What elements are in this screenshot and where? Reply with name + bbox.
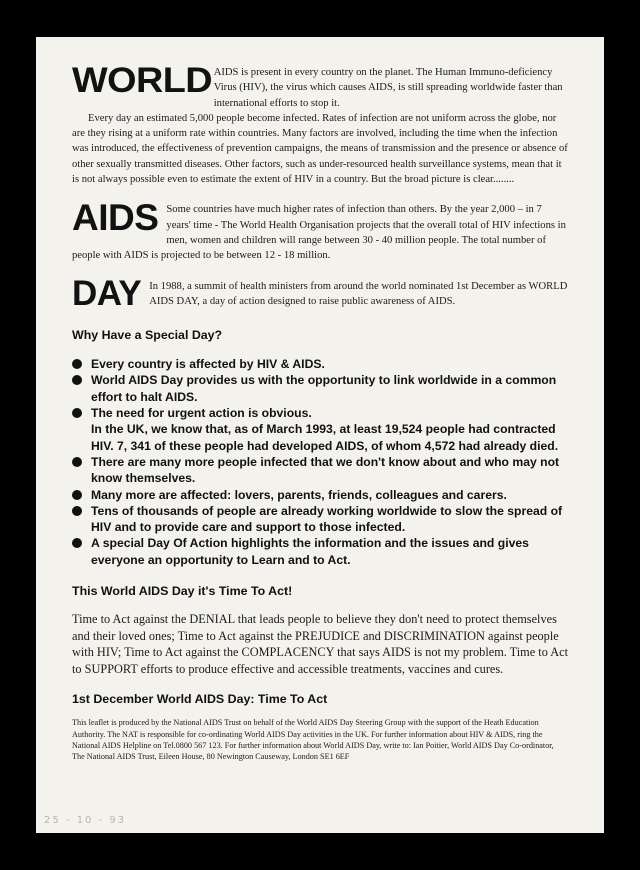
bullet-icon: [72, 408, 82, 418]
bullet-icon: [72, 375, 82, 385]
leaflet-page: [36, 37, 604, 833]
aids-section: [72, 202, 568, 263]
list-item: World AIDS Day provides us with the opportunity to link worldwide in a common effort to halt AIDS.: [72, 372, 568, 405]
list-item: A special Day Of Action highlights the information and the issues and gives everyone an opportunity to Learn and to Act.: [72, 535, 568, 568]
bullet-icon: [72, 506, 82, 516]
world-heading: WORLD: [72, 65, 213, 100]
day-section: [72, 279, 568, 310]
reasons-list: [72, 356, 568, 568]
act-paragraph: Time to Act against the DENIAL that leads people to believe they don't need to protect themselves and their loved ones; Time to Act against the PREJUDICE and DISCRIMINATION against people with HIV; Time to Act against the COMPLACENCY that says AIDS is not my problem. Time to Act to SUPPORT efforts to produce effective and accessible treatments, vaccines and cures.: [72, 612, 568, 676]
bullet-icon: [72, 359, 82, 369]
handwritten-date: 25 - 10 - 93: [44, 815, 127, 826]
list-item: The need for urgent action is obvious. In the UK, we know that, as of March 1993, at least 19,524 people had contracted HIV. 7, 341 of these people had developed AIDS, of whom 4,572 had already died.: [72, 405, 568, 454]
list-item: Many more are affected: lovers, parents, friends, colleagues and carers.: [72, 487, 568, 503]
world-paragraph-2: Every day an estimated 5,000 people become infected. Rates of infection are not uniform across the globe, nor are they rising at a uniform rate within countries. Many factors are involved, including the time when the infection was introduced, the effectiveness of prevention campaigns, the means of transmission and the presence or absence of other sexually transmitted diseases. Other factors, such as under-resourced health surveillance systems, mean that it is not always possible even to estimate the extent of HIV in a country. But the broad picture is clear........: [72, 112, 568, 186]
list-item: There are many more people infected that we don't know about and who may not know themselves.: [72, 454, 568, 487]
bullet-icon: [72, 538, 82, 548]
aids-paragraph: Some countries have much higher rates of infection than others. By the year 2,000 – in 7 years' time - The World Health Organisation projects that the overall total of HIV infections in men, women and children will range between 30 - 40 million people. The total number of people with AIDS is projected to be between 12 - 18 million.: [72, 204, 566, 262]
list-item: Every country is affected by HIV & AIDS.: [72, 356, 568, 372]
act-heading: This World AIDS Day it's Time To Act!: [72, 584, 293, 599]
bullet-icon: [72, 457, 82, 467]
day-paragraph: In 1988, a summit of health ministers from around the world nominated 1st December as WORLD AIDS DAY, a day of action designed to raise public awareness of AIDS.: [149, 280, 568, 307]
day-heading: DAY: [72, 278, 142, 310]
world-section: [72, 65, 568, 187]
list-item: Tens of thousands of people are already working worldwide to slow the spread of HIV and to provide care and support to those infected.: [72, 503, 568, 536]
world-paragraph-1: AIDS is present in every country on the planet. The Human Immuno-deficiency Virus (HIV), the virus which causes AIDS, is still spreading worldwide faster than international efforts to stop it.: [213, 67, 563, 109]
aids-heading: AIDS: [72, 202, 159, 239]
why-heading: Why Have a Special Day?: [72, 328, 223, 343]
bullet-icon: [72, 490, 82, 500]
uk-statistics: In the UK, we know that, as of March 1993, at least 19,524 people had contracted HIV. 7, 341 of these people had developed AIDS, of whom 4,572 had already died.: [91, 422, 559, 453]
footer-heading: 1st December World AIDS Day: Time To Act: [72, 692, 328, 707]
footer-credits: This leaflet is produced by the National AIDS Trust on behalf of the World AIDS Day Steering Group with the support of the Heath Education Authority. The NAT is responsible for co-ordinating World AIDS Day activities in the UK. For further information about HIV & AIDS, ring the National AIDS Helpline on Tel.0800 567 123. For further information about World AIDS Day, write to: Ian Poitier, World AIDS Day Co-ordinator, The National AIDS Trust, Eileen House, 80 Newington Causeway, London SE1 6EF: [72, 718, 554, 762]
